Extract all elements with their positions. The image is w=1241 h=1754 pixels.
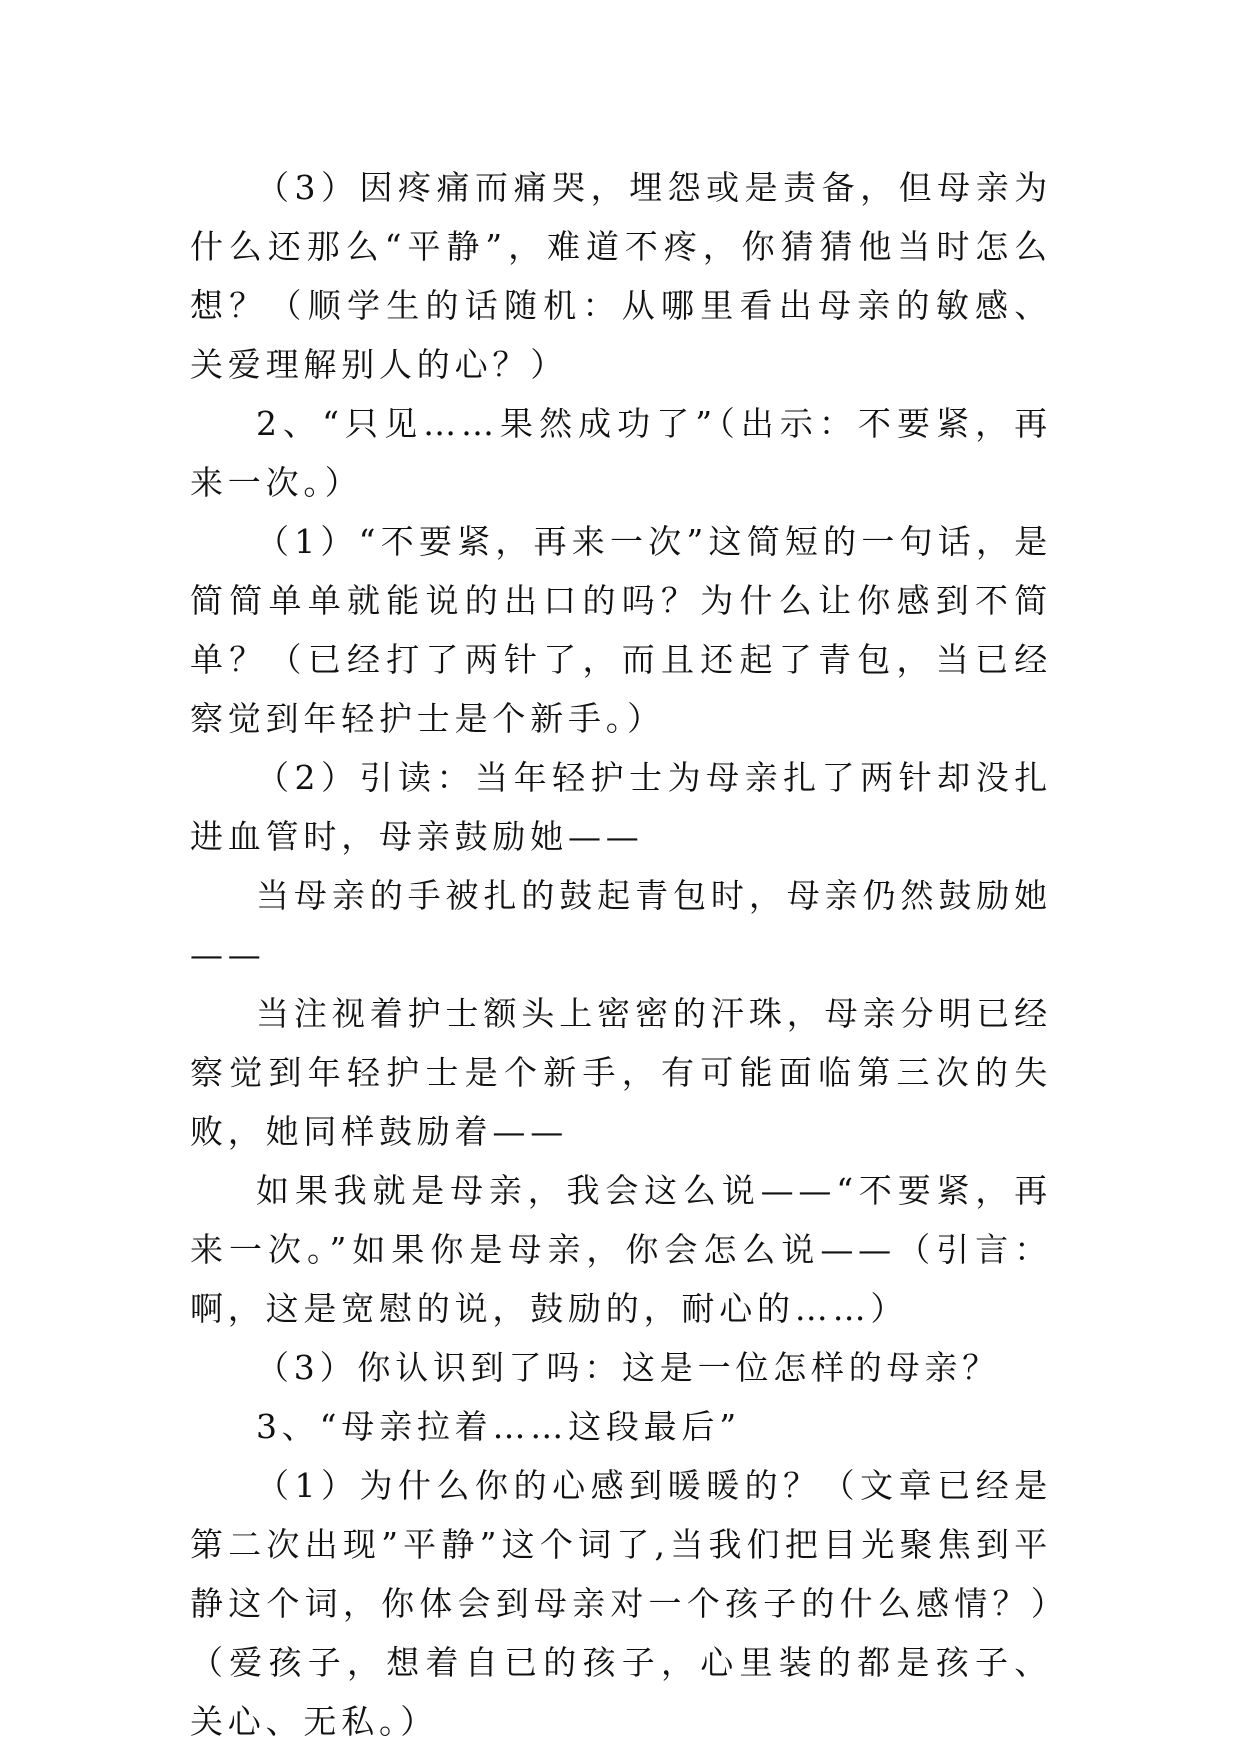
document-body — [190, 158, 1052, 1751]
paragraph-question-3-calm: （3）因疼痛而痛哭，埋怨或是责备，但母亲为什么还那么“平静”，难道不疼，你猜猜他当时怎么想？（顺学生的话随机：从哪里看出母亲的敏感、关爱理解别人的心？） — [190, 168, 1052, 384]
paragraph-question-3-what-mother: （3）你认识到了吗：这是一位怎样的母亲？ — [256, 1348, 1000, 1387]
paragraph-question-1-not-simple: （1）“不要紧，再来一次”这简短的一句话，是简简单单就能说的出口的吗？为什么让你感到不简单？（已经打了两针了，而且还起了青包，当已经察觉到年轻护士是个新手。） — [190, 522, 1052, 738]
paragraph-question-2-guided-reading: （2）引读：当年轻护士为母亲扎了两针却没扎进血管时，母亲鼓励她—— — [190, 758, 1052, 856]
paragraph-question-1-warm-heart: （1）为什么你的心感到暖暖的？（文章已经是第二次出现”平静”这个词了,当我们把目光聚焦到平静这个词，你体会到母亲对一个孩子的什么感情？）（爱孩子，想着自已的孩子，心里装的都是孩子、关心、无私。） — [190, 1466, 1052, 1741]
paragraph-guided-reading-line-2: 当母亲的手被扎的鼓起青包时，母亲仍然鼓励她—— — [190, 876, 1052, 974]
paragraph-section-3-heading: 3、“母亲拉着……这段最后” — [256, 1407, 741, 1446]
paragraph-if-i-were-mother: 如果我就是母亲，我会这么说——“不要紧，再来一次。”如果你是母亲，你会怎么说——（引言：啊，这是宽慰的说，鼓励的，耐心的……） — [190, 1171, 1052, 1328]
paragraph-guided-reading-line-3: 当注视着护士额头上密密的汗珠，母亲分明已经察觉到年轻护士是个新手，有可能面临第三次的失败，她同样鼓励着—— — [190, 994, 1052, 1151]
paragraph-section-2-heading: 2、“只见……果然成功了”（出示：不要紧，再来一次。） — [190, 404, 1052, 502]
